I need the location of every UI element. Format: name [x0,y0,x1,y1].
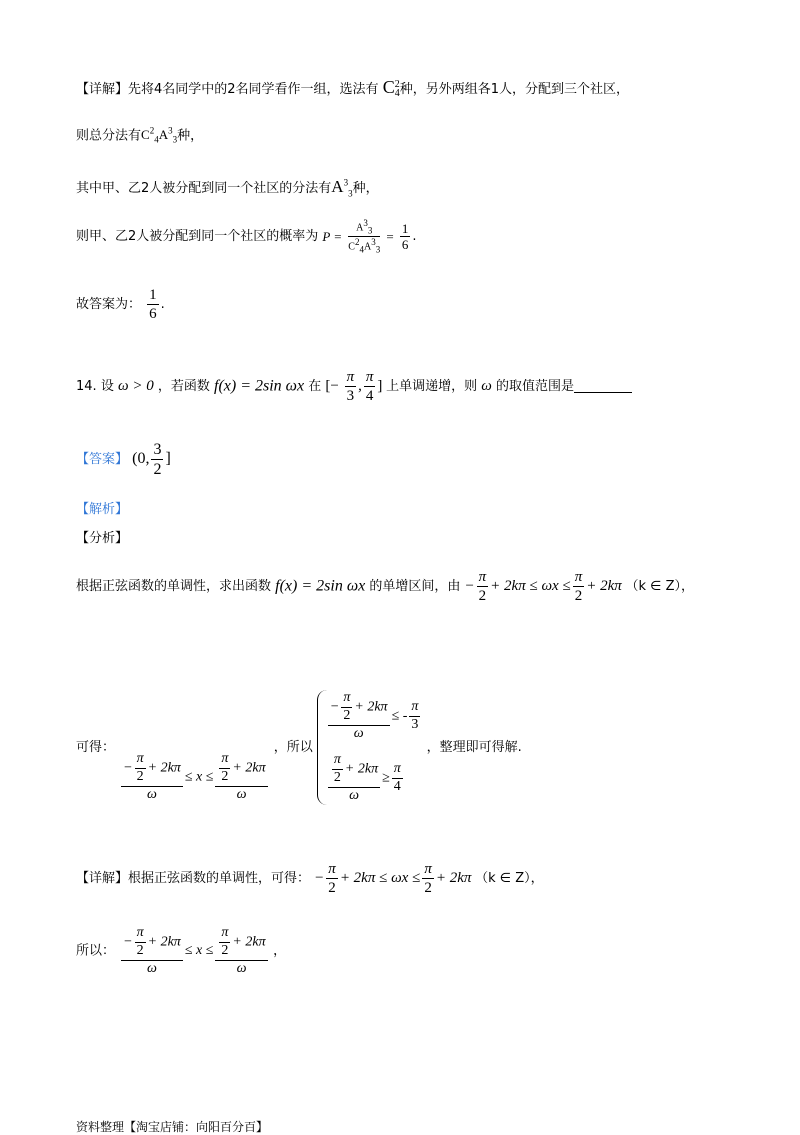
detail-line-3: 其中甲、乙2人被分配到同一个社区的分法有$A^3_3$种， [76,177,379,199]
detail-tag: 【详解】 [76,82,129,97]
question-14: 14. 设 ω > 0 ，若函数 f(x) = 2sin ωx 在 [− $\frac{\pi}{3}$ , $\frac{\pi}{4}$ ] 上单调递增，则 ω 的取值范围是 [76,368,632,405]
analysis-line-2: 可得： − $\frac{\pi}{2}$ + 2kπ ω ≤ x ≤ $\frac{\pi}{2}$ + 2kπ ω ，所以 − $\frac{\pi}{2}$ + 2kπ ω ≤ - $\frac{\pi}{3}$ $\frac{\pi}{2}$ + 2kπ ω ≥ $\frac{\pi}{4}$ ，整理即可得解. [76,690,522,803]
inequality-system: − $\frac{\pi}{2}$ + 2kπ ω ≤ - $\frac{\pi}{3}$ $\frac{\pi}{2}$ + 2kπ ω ≥ $\frac{\pi}{4}$ [317,690,423,805]
answer-tag: 【答案】 [76,452,129,468]
prob-fraction: $\frac{A33}{C24A33}$ [348,218,381,255]
footer: 资料整理【淘宝店铺：向阳百分百】 [76,1120,269,1134]
detail2-inequality: − $\frac{\pi}{2}$ + 2kπ ≤ ωx ≤ $\frac{\pi}{2}$ + 2kπ [314,861,472,896]
x-range: − $\frac{\pi}{2}$ + 2kπ ω ≤ x ≤ $\frac{\pi}{2}$ + 2kπ ω [123,751,266,802]
c42-a33: $C^2_4A^3_3$ [141,126,178,145]
detail-line-1: 【详解】先将4名同学中的2名同学看作一组，选法有 C 2 4 种，另外两组各1人，分配到三个社区， [76,77,629,99]
analysis-tag: 【解析】 [76,502,129,517]
detail2-line-1: 【详解】根据正弦函数的单调性，可得： − $\frac{\pi}{2}$ + 2kπ ≤ ωx ≤ $\frac{\pi}{2}$ + 2kπ （k ∈ Z）， [76,861,544,896]
a33: $A^3_3$ [331,177,353,199]
answer-fraction: $\frac{1}{6}$ [149,287,157,322]
prob-result: $\frac{1}{6}$ [401,220,409,253]
detail2-x-range: − $\frac{\pi}{2}$ + 2kπ ω ≤ x ≤ $\frac{\pi}{2}$ + 2kπ ω [123,925,266,976]
answer-line [76,440,171,479]
analysis-subtag: 【分析】 [76,531,129,546]
monotonic-inequality: − $\frac{\pi}{2}$ + 2kπ ≤ ωx ≤ $\frac{\pi}{2}$ + 2kπ [464,569,622,604]
interval: [− $\frac{\pi}{3}$ , $\frac{\pi}{4}$ ] [325,369,383,404]
detail-line-4: 则甲、乙2人被分配到同一个社区的概率为 P = $\frac{A33}{C24A33}$ = $\frac{1}{6}$ . [76,218,417,255]
detail2-line-2: 所以： − $\frac{\pi}{2}$ + 2kπ ω ≤ x ≤ $\frac{\pi}{2}$ + 2kπ ω ， [76,925,287,976]
analysis-line-1: 根据正弦函数的单调性，求出函数 f(x) = 2sin ωx 的单增区间，由 − $\frac{\pi}{2}$ + 2kπ ≤ ωx ≤ $\frac{\pi}{2}$ + 2kπ （k ∈ Z）， [76,569,695,604]
detail-line-2: 则总分法有$C^2_4A^3_3$种， [76,126,204,145]
combination-c42: C 2 4 [382,77,400,99]
answer-blank [574,380,632,393]
answer-interval: (0, $\frac{3}{2}$ ] [132,441,171,479]
answer-statement: 故答案为： $\frac{1}{6}$ . [76,287,165,322]
